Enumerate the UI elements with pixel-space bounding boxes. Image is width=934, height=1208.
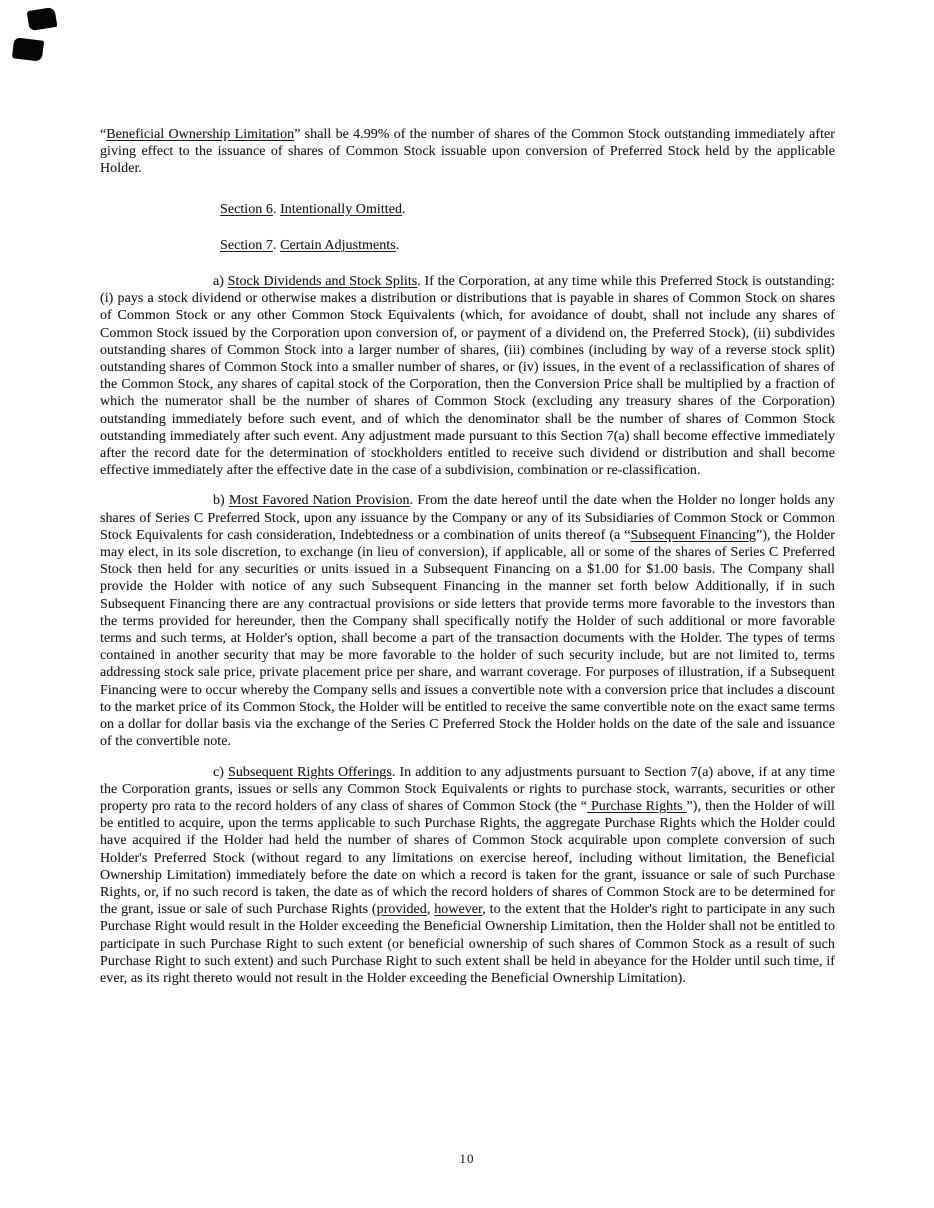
scan-ink-mark-bottom [12, 37, 44, 61]
underlined-text-segment: Purchase Rights [587, 798, 687, 814]
paragraph [100, 764, 835, 988]
text-segment: b) [213, 493, 230, 509]
underlined-text-segment: Beneficial Ownership Limitation [106, 127, 295, 142]
underlined-text-segment: Most Favored Nation Provision [229, 493, 410, 509]
underlined-text-segment: Section 6 [220, 201, 273, 217]
underlined-text-segment: Intentionally Omitted [280, 201, 403, 217]
text-segment: . If the Corporation, at any time while this Preferred Stock is outstanding: (i) pays a stock dividend or otherwise makes a distribution or distributions that is payable in shares of Common Stock on shares of Common Stock or any other Common Stock Equivalents (which, for avoidance of doubt, shall not include any shares of Common Stock issued by the Corporation upon conversion of, or payment of a dividend on, the Preferred Stock), (ii) subdivides outstanding shares of Common Stock into a larger number of shares, (iii) combines (including by way of a reverse stock split) outstanding shares of Common Stock into a smaller number of shares, or (iv) issues, in the event of a reclassification of shares of the Common Stock, any shares of capital stock of the Corporation, then the Conversion Price shall be multiplied by a fraction of which the numerator shall be the number of shares of Common Stock (excluding any treasury shares of the Corporation) outstanding immediately before such event, and of which the denominator shall be the number of shares of Common Stock outstanding immediately after such event. Any adjustment made pursuant to this Section 7(a) shall become effective immediately after the record date for the determination of stockholders entitled to receive such dividend or distribution and shall become effective immediately after the effective date in the case of a subdivision, combination or re-classification. [100, 274, 835, 479]
section-heading [220, 201, 835, 218]
text-segment: , [426, 902, 435, 918]
text-segment: ”), then the Holder of will be entitled to acquire, upon the terms applicable to such Purchase Rights, the aggregate Purchase Rights which the Holder could have acquired if the Holder had held the number of shares of Common Stock acquirable upon complete conversion of such Holder's Preferred Stock (without regard to any limitations on exercise hereof, including without limitation, the Beneficial Ownership Limitation) immediately before the date on which a record is taken for the grant, issuance or sale of such Purchase Rights, or, if no such record is taken, the date as of which the record holders of shares of Common Stock are to be determined for the grant, issue or sale of such Purchase Rights ( [100, 798, 835, 918]
text-segment: . [402, 201, 406, 217]
text-segment: a) [213, 274, 228, 290]
text-segment: . [272, 201, 281, 217]
underlined-text-segment: Subsequent Rights Offerings [228, 764, 392, 780]
text-segment: c) [213, 764, 229, 780]
text-segment: ” shall be 4.99% of the number of shares of the Common Stock outstanding immediately after giving effect to the issuance of shares of Common Stock issuable upon conversion of Preferred Stock held by the applicable Holder. [100, 127, 835, 177]
underlined-text-segment: Section 7 [220, 237, 273, 253]
text-segment: . In addition to any adjustments pursuant to Section 7(a) above, if at any time the Corporation grants, issues or sells any Common Stock Equivalents or rights to purchase stock, warrants, securities or other property pro rata to the record holders of any class of shares of Common Stock (the “ [100, 764, 835, 814]
underlined-text-segment: Certain Adjustments [280, 237, 396, 253]
underlined-text-segment: Subsequent Financing [630, 527, 757, 543]
text-segment: . [272, 237, 281, 253]
paragraph [100, 273, 835, 479]
underlined-text-segment: however [434, 902, 483, 918]
paragraph [100, 126, 835, 178]
text-segment: ”), the Holder may elect, in its sole discretion, to exchange (in lieu of conversion), if applicable, all or some of the shares of Series C Preferred Stock then held for any securities or units issued in a Subsequent Financing on a $1.00 for $1.00 basis. The Company shall provide the Holder with notice of any such Subsequent Financing in the manner set forth below Additionally, if in such Subsequent Financing there are any contractual provisions or side letters that provide terms more favorable to the investors than the terms provided for hereunder, then the Company shall specifically notify the Holder of such additional or more favorable terms and such terms, at Holder's option, shall become a part of the transaction documents with the Holder. The types of terms contained in another security that may be more favorable to the holder of such security include, but are not limited to, terms addressing stock sale price, private placement price per share, and warrant coverage. For purposes of illustration, if a Subsequent Financing were to occur whereby the Company sells and issues a convertible note with a conversion price that includes a discount to the market price of its Common Stock, the Holder will be entitled to receive the same convertible note on the exact same terms on a dollar for dollar basis via the exchange of the Series C Preferred Stock the Holder holds on the date of the sale and issuance of the convertible note. [100, 527, 835, 750]
text-segment: . [395, 237, 400, 253]
section-heading [220, 237, 835, 254]
underlined-text-segment: provided [376, 902, 427, 918]
page-number: 10 [459, 1151, 475, 1166]
paragraph [100, 492, 835, 750]
text-segment: , to the extent that the Holder's right to participate in any such Purchase Right would result in the Holder exceeding the Beneficial Ownership Limitation, then the Holder shall not be entitled to participate in such Purchase Right to such extent (or beneficial ownership of such shares of Common Stock as a result of such Purchase Right to such extent) and such Purchase Right to such extent shall be held in abeyance for the Holder until such time, if ever, as its right thereto would not result in the Holder exceeding the Beneficial Ownership Limitation). [100, 902, 835, 986]
text-segment: . From the date hereof until the date when the Holder no longer holds any shares of Series C Preferred Stock, upon any issuance by the Company or any of its Subsidiaries of Common Stock or Common Stock Equivalents for cash consideration, Indebtedness or a combination of units thereof (a “ [100, 493, 835, 543]
underlined-text-segment: Stock Dividends and Stock Splits [227, 274, 418, 290]
text-segment: “ [100, 127, 107, 142]
document-text-block [100, 126, 835, 1000]
scan-ink-mark-top [27, 7, 58, 31]
